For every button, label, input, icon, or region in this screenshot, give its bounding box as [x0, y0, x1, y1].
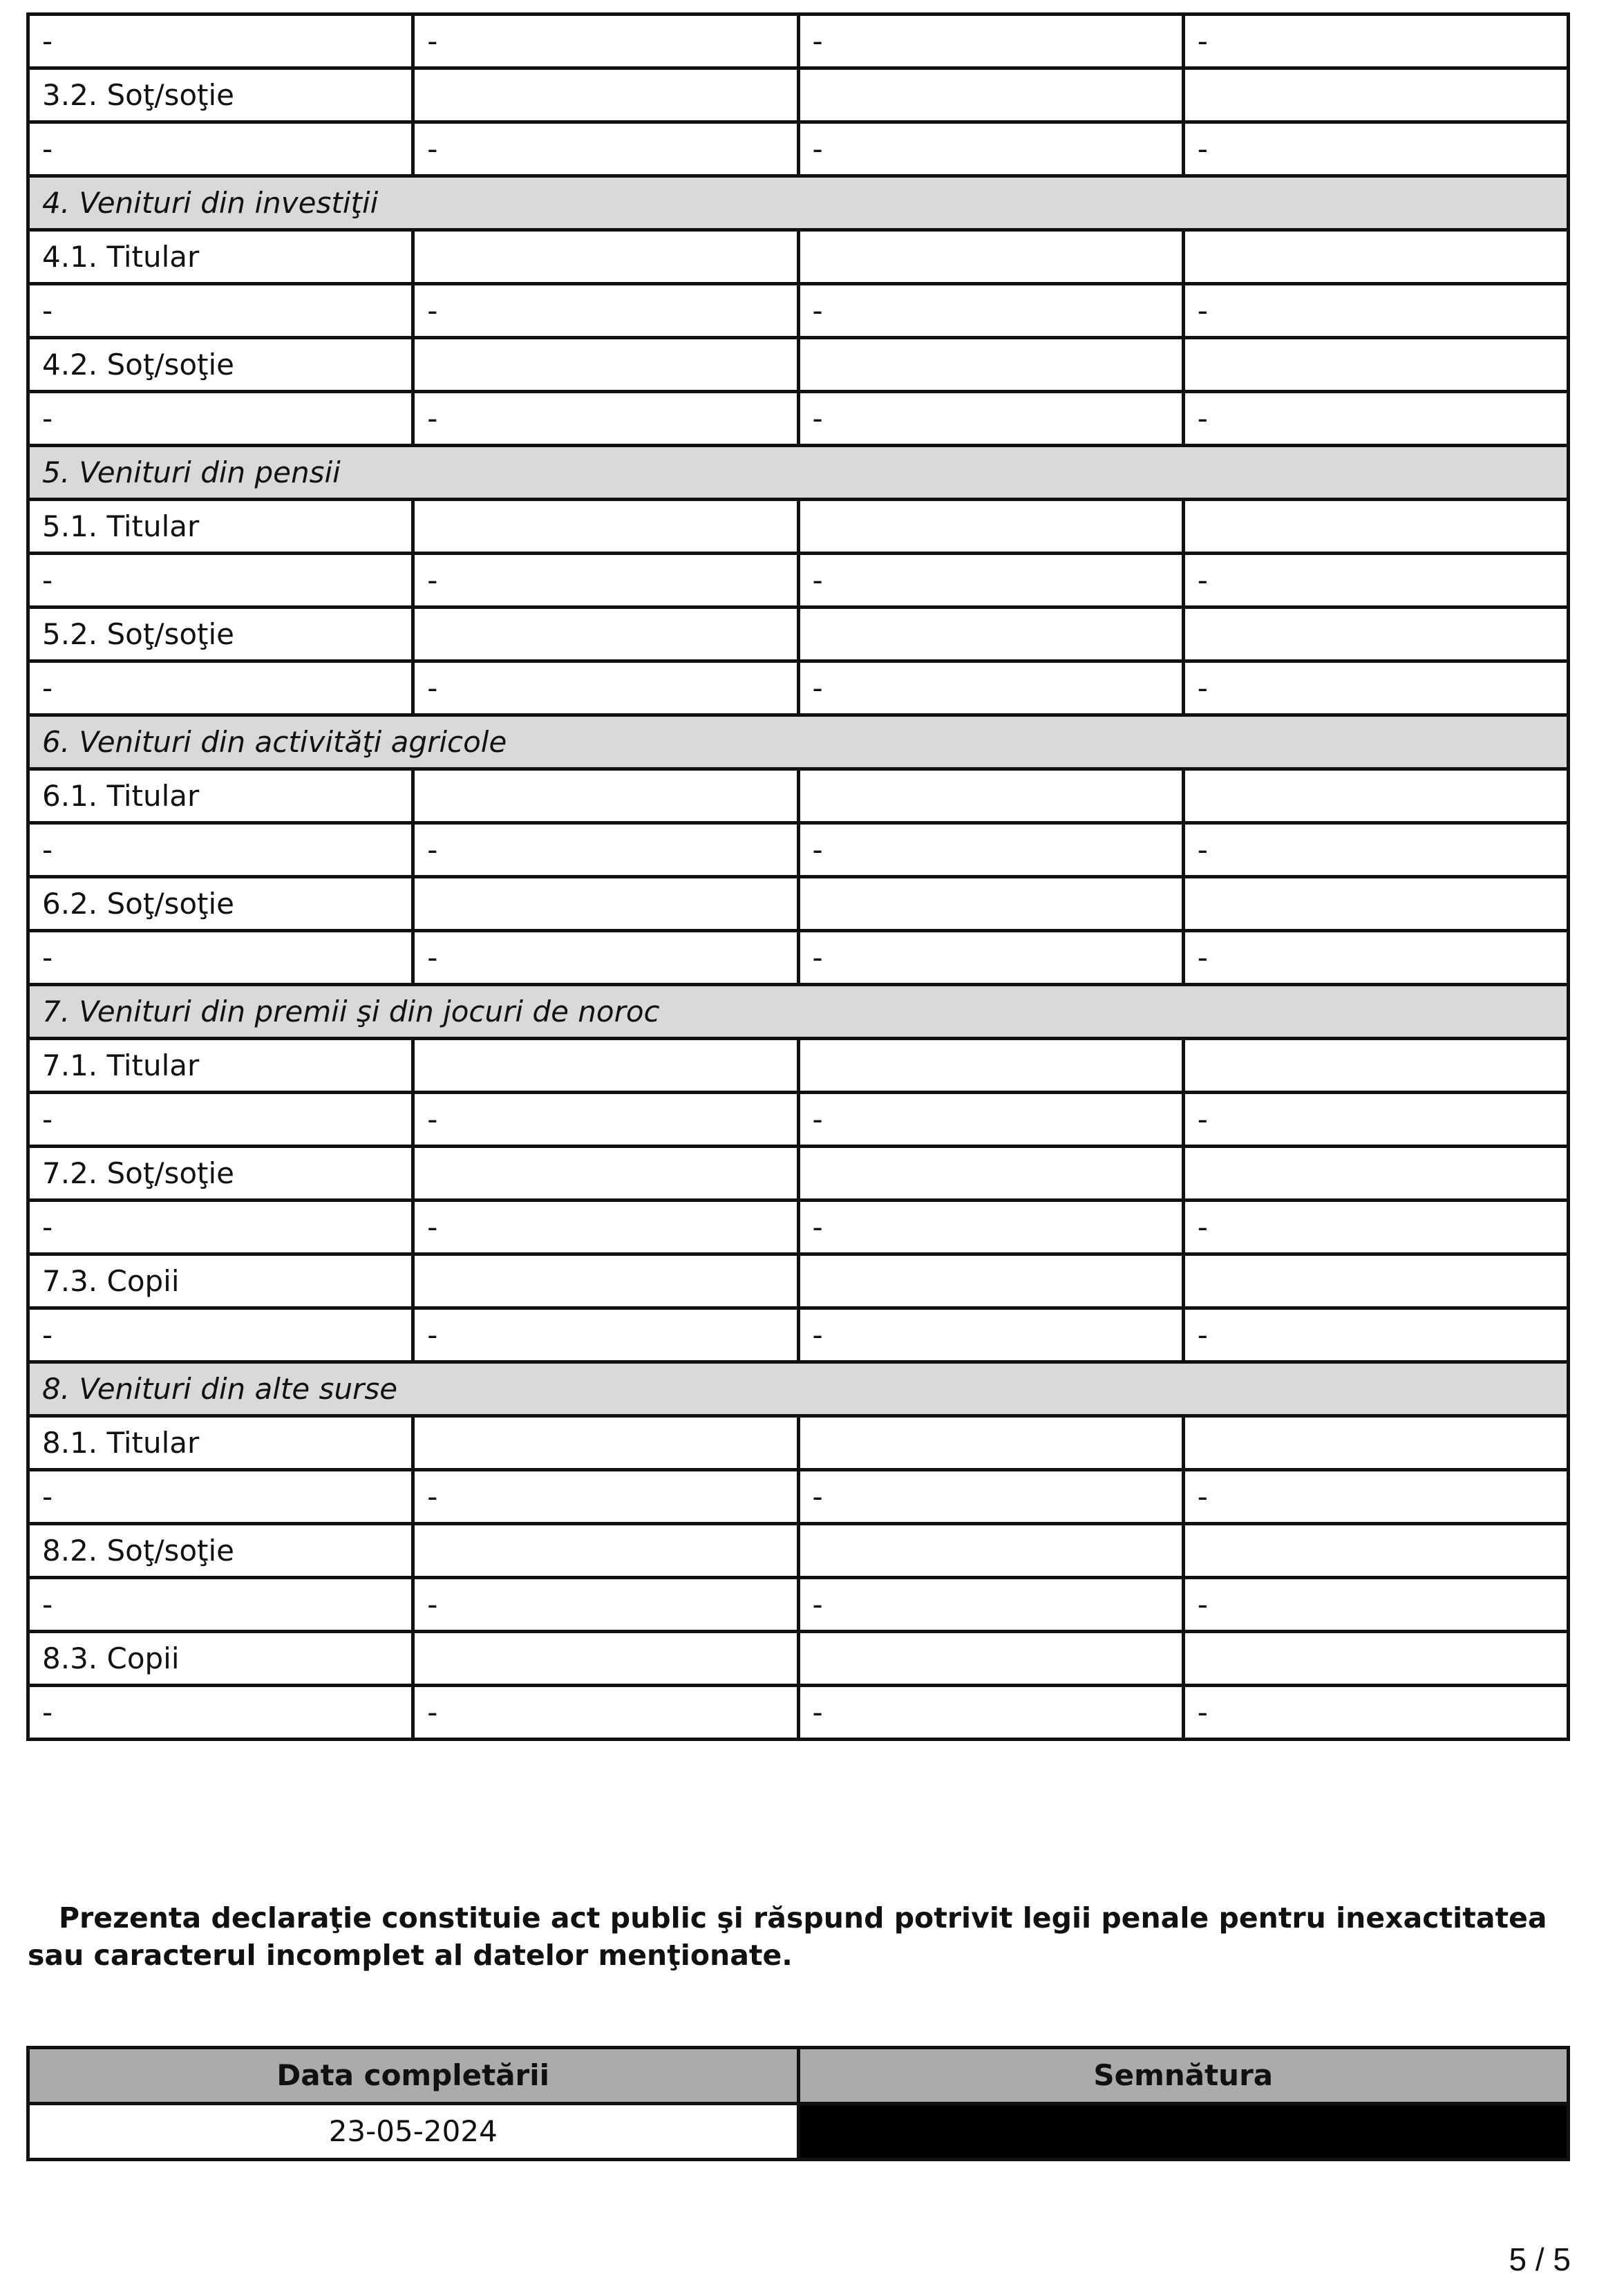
table-cell: 3.2. Soţ/soţie	[28, 68, 413, 122]
table-row	[28, 1632, 1569, 1686]
section-header-row	[28, 985, 1569, 1039]
table-cell: 8.2. Soţ/soţie	[28, 1524, 413, 1578]
table-cell	[798, 1039, 1183, 1093]
table-cell	[1183, 877, 1568, 931]
section-title: 8. Venituri din alte surse	[28, 1362, 1569, 1416]
table-cell	[1183, 608, 1568, 661]
table-cell: 8.1. Titular	[28, 1416, 413, 1470]
table-row	[28, 1308, 1569, 1362]
table-row	[28, 1470, 1569, 1524]
table-cell: -	[1183, 392, 1568, 446]
table-cell: 5.2. Soţ/soţie	[28, 608, 413, 661]
table-cell	[798, 68, 1183, 122]
table-cell: -	[413, 1308, 798, 1362]
table-cell	[798, 877, 1183, 931]
table-row	[28, 1201, 1569, 1254]
table-row	[28, 1416, 1569, 1470]
declaration-statement: Prezenta declaraţie constituie act public şi răspund potrivit legii penale pentru inexactitatea sau caracterul incomplet al datelor menţionate.	[28, 1901, 1547, 1972]
table-row	[28, 15, 1569, 68]
table-cell: 6.1. Titular	[28, 769, 413, 823]
table-cell: -	[798, 392, 1183, 446]
completion-date-header: Data completării	[28, 2048, 799, 2104]
table-cell	[413, 769, 798, 823]
table-cell: -	[798, 1093, 1183, 1147]
table-row	[28, 769, 1569, 823]
table-cell	[1183, 1147, 1568, 1201]
table-row	[28, 1093, 1569, 1147]
table-cell: -	[413, 1201, 798, 1254]
table-cell	[413, 500, 798, 554]
table-row	[28, 500, 1569, 554]
table-cell	[798, 1416, 1183, 1470]
completion-date-value: 23-05-2024	[28, 2104, 799, 2160]
table-cell	[798, 1254, 1183, 1308]
table-cell: -	[413, 661, 798, 715]
table-cell: -	[28, 1470, 413, 1524]
table-cell: -	[1183, 823, 1568, 877]
table-cell	[413, 1632, 798, 1686]
table-cell: -	[413, 1093, 798, 1147]
table-cell	[413, 338, 798, 392]
section-header-row	[28, 1362, 1569, 1416]
table-cell	[413, 1147, 798, 1201]
table-cell: 6.2. Soţ/soţie	[28, 877, 413, 931]
table-row	[28, 1524, 1569, 1578]
table-cell	[1183, 1416, 1568, 1470]
table-cell	[413, 1524, 798, 1578]
table-cell: -	[1183, 931, 1568, 985]
table-cell	[798, 608, 1183, 661]
table-cell: -	[28, 1578, 413, 1632]
income-table-body	[28, 15, 1569, 1740]
table-cell: -	[413, 1470, 798, 1524]
table-cell	[413, 1254, 798, 1308]
table-cell: -	[798, 823, 1183, 877]
table-cell	[1183, 1524, 1568, 1578]
section-header-row	[28, 446, 1569, 500]
table-cell: -	[28, 392, 413, 446]
table-cell	[798, 1147, 1183, 1201]
table-cell	[798, 500, 1183, 554]
redacted-signature	[798, 2104, 1569, 2160]
table-cell	[413, 1039, 798, 1093]
table-row	[28, 877, 1569, 931]
table-cell: -	[798, 1201, 1183, 1254]
table-cell: -	[28, 122, 413, 176]
table-cell: -	[1183, 1686, 1568, 1740]
table-cell: -	[1183, 15, 1568, 68]
table-cell: -	[798, 1686, 1183, 1740]
table-cell	[798, 1632, 1183, 1686]
table-cell: -	[28, 1686, 413, 1740]
table-cell: -	[413, 15, 798, 68]
table-cell: -	[28, 15, 413, 68]
table-cell	[413, 68, 798, 122]
table-cell: -	[1183, 1201, 1568, 1254]
table-cell: -	[28, 661, 413, 715]
table-cell	[1183, 1632, 1568, 1686]
table-cell: -	[413, 122, 798, 176]
signature-table-value-row	[28, 2104, 1569, 2160]
table-cell	[798, 230, 1183, 284]
table-row	[28, 931, 1569, 985]
table-cell	[413, 877, 798, 931]
table-cell: -	[1183, 1470, 1568, 1524]
table-cell: -	[798, 661, 1183, 715]
table-cell	[413, 230, 798, 284]
table-cell	[1183, 230, 1568, 284]
section-title: 5. Venituri din pensii	[28, 446, 1569, 500]
table-cell: -	[1183, 1578, 1568, 1632]
table-cell: -	[413, 1686, 798, 1740]
table-cell	[1183, 500, 1568, 554]
table-cell: -	[413, 1578, 798, 1632]
table-cell	[798, 338, 1183, 392]
table-cell: -	[798, 122, 1183, 176]
table-cell: -	[413, 931, 798, 985]
table-cell: -	[28, 1308, 413, 1362]
table-row	[28, 554, 1569, 608]
page-number: 5 / 5	[1509, 2241, 1571, 2277]
table-cell	[798, 769, 1183, 823]
table-cell: 4.2. Soţ/soţie	[28, 338, 413, 392]
table-cell: 7.2. Soţ/soţie	[28, 1147, 413, 1201]
table-row	[28, 338, 1569, 392]
table-cell	[798, 1524, 1183, 1578]
table-cell: -	[1183, 1308, 1568, 1362]
table-row	[28, 122, 1569, 176]
table-row	[28, 230, 1569, 284]
table-row	[28, 1039, 1569, 1093]
table-cell	[1183, 1039, 1568, 1093]
table-cell: -	[798, 1578, 1183, 1632]
table-row	[28, 608, 1569, 661]
table-cell: -	[798, 931, 1183, 985]
table-cell: 7.1. Titular	[28, 1039, 413, 1093]
table-row	[28, 1686, 1569, 1740]
table-cell: 7.3. Copii	[28, 1254, 413, 1308]
signature-table	[26, 2046, 1570, 2161]
table-cell: -	[1183, 284, 1568, 338]
section-title: 6. Venituri din activităţi agricole	[28, 715, 1569, 769]
income-table	[26, 12, 1570, 1741]
table-cell: -	[413, 284, 798, 338]
table-cell: -	[798, 1470, 1183, 1524]
table-cell: -	[798, 1308, 1183, 1362]
signature-table-header-row	[28, 2048, 1569, 2104]
signature-header: Semnătura	[798, 2048, 1569, 2104]
section-header-row	[28, 176, 1569, 230]
table-cell	[413, 608, 798, 661]
table-cell: -	[1183, 554, 1568, 608]
table-cell: 8.3. Copii	[28, 1632, 413, 1686]
table-cell: -	[28, 1201, 413, 1254]
table-cell: -	[28, 284, 413, 338]
table-cell: -	[798, 284, 1183, 338]
table-cell: 4.1. Titular	[28, 230, 413, 284]
table-cell: -	[28, 554, 413, 608]
table-row	[28, 823, 1569, 877]
section-header-row	[28, 715, 1569, 769]
table-cell	[1183, 1254, 1568, 1308]
table-row	[28, 1254, 1569, 1308]
table-row	[28, 661, 1569, 715]
table-row	[28, 1578, 1569, 1632]
table-row	[28, 68, 1569, 122]
table-cell: -	[28, 823, 413, 877]
section-title: 4. Venituri din investiţii	[28, 176, 1569, 230]
table-cell: -	[798, 15, 1183, 68]
table-row	[28, 1147, 1569, 1201]
table-cell: -	[413, 823, 798, 877]
table-cell	[413, 1416, 798, 1470]
table-row	[28, 392, 1569, 446]
section-title: 7. Venituri din premii şi din jocuri de noroc	[28, 985, 1569, 1039]
table-cell: -	[28, 931, 413, 985]
table-cell: -	[1183, 1093, 1568, 1147]
table-cell: -	[413, 392, 798, 446]
table-cell: -	[28, 1093, 413, 1147]
table-cell: 5.1. Titular	[28, 500, 413, 554]
table-cell	[1183, 338, 1568, 392]
table-row	[28, 284, 1569, 338]
table-cell	[1183, 68, 1568, 122]
table-cell: -	[798, 554, 1183, 608]
table-cell: -	[1183, 661, 1568, 715]
table-cell	[1183, 769, 1568, 823]
table-cell: -	[413, 554, 798, 608]
table-cell: -	[1183, 122, 1568, 176]
